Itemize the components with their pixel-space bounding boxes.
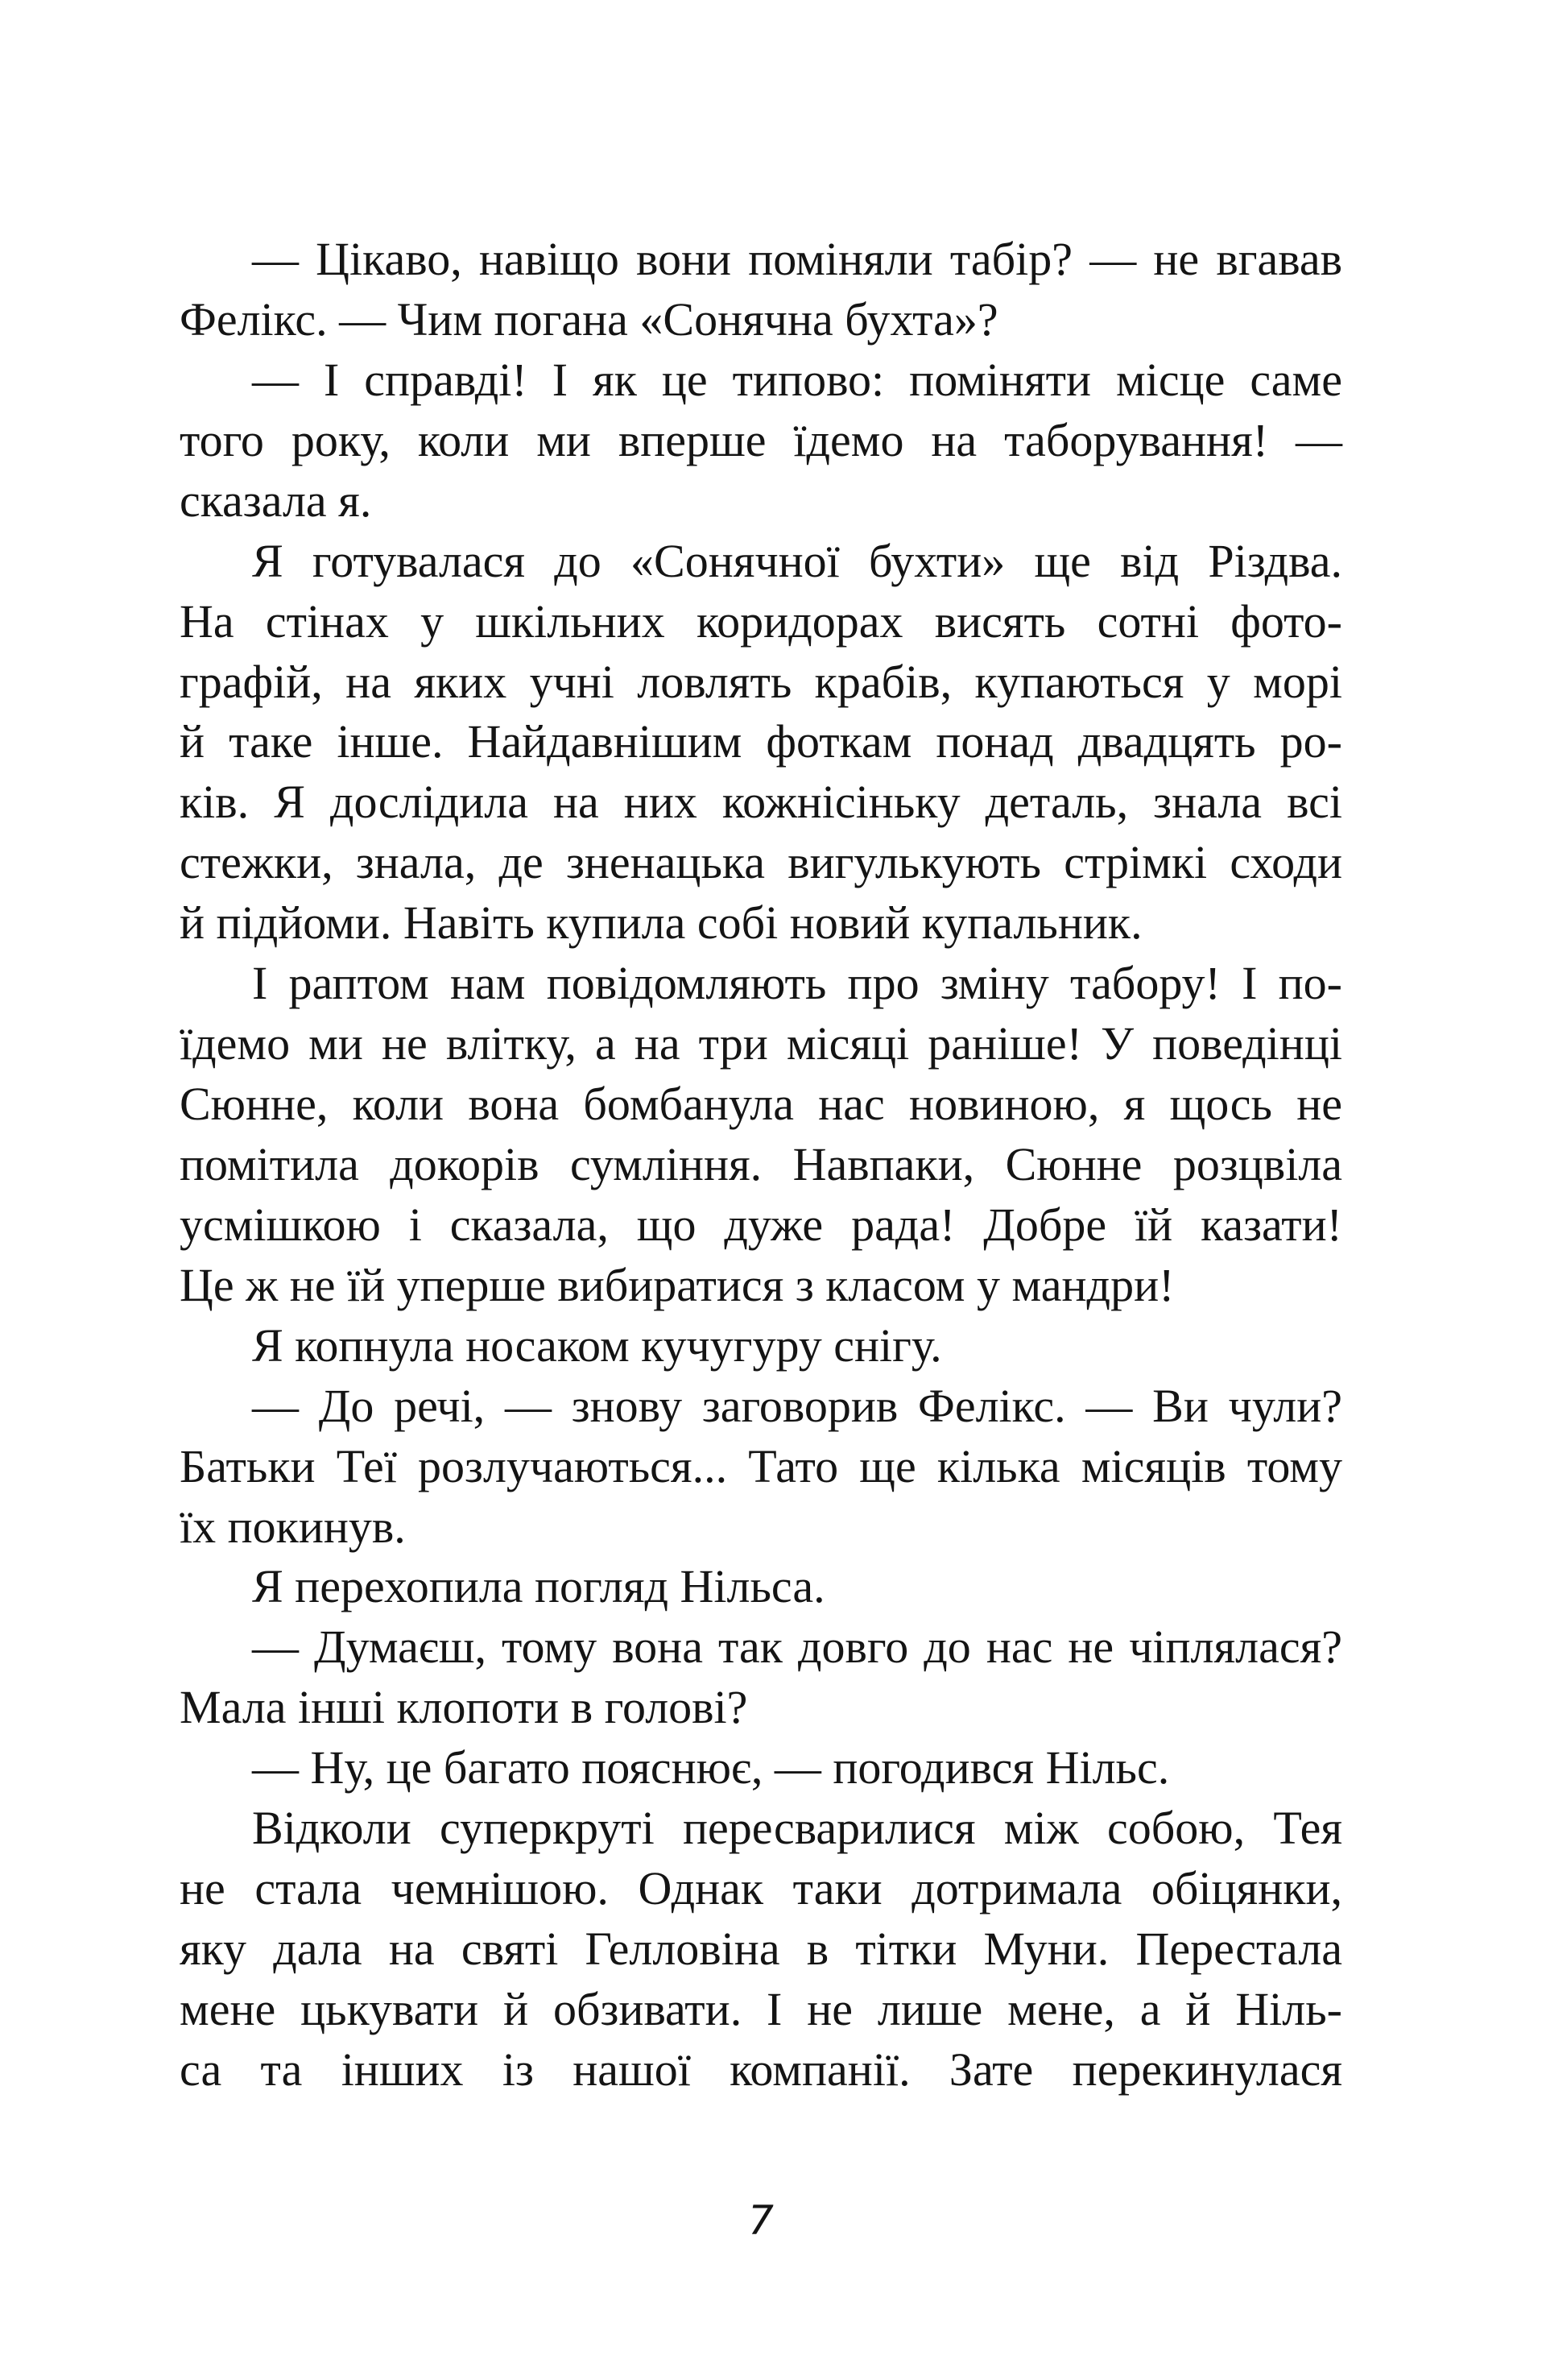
text-line: — Цікаво, навіщо вони поміняли табір? — не вгавав xyxy=(252,233,1342,285)
text-line: усмішкою і сказала, що дуже рада! Добре їй казати! xyxy=(180,1198,1342,1251)
text-line: помітила докорів сумління. Навпаки, Сюнне розцвіла xyxy=(180,1137,1342,1190)
text-line: са та інших із нашої компанії. Зате перекинулася xyxy=(180,2043,1342,2096)
text-line: стежки, знала, де зненацька вигулькують стрімкі сходи xyxy=(180,836,1342,889)
text-line: Фелікс. — Чим погана «Сонячна бухта»? xyxy=(180,292,998,346)
text-line: їх покинув. xyxy=(180,1500,406,1553)
text-line: Це ж не їй уперше вибиратися з класом у мандри! xyxy=(180,1258,1175,1311)
page-number: 7 xyxy=(748,2197,774,2244)
text-line: — Думаєш, тому вона так довго до нас не чіплялася? xyxy=(252,1620,1342,1674)
text-line: — Ну, це багато пояснює, — погодився Нільс. xyxy=(252,1741,1170,1794)
text-line: Я копнула носаком кучугуру снігу. xyxy=(252,1318,942,1372)
text-line: й таке інше. Найдавнішим фоткам понад двадцять ро- xyxy=(180,715,1342,768)
text-line: — До речі, — знову заговорив Фелікс. — Ви чули? xyxy=(252,1379,1342,1432)
text-line: графій, на яких учні ловлять крабів, купаються у морі xyxy=(180,655,1342,708)
text-line: їдемо ми не влітку, а на три місяці раніше! У поведінці xyxy=(180,1017,1342,1070)
text-line: Мала інші клопоти в голові? xyxy=(180,1681,748,1734)
text-line: мене цькувати й обзивати. І не лише мене, а й Ніль- xyxy=(180,1982,1342,2035)
text-line: сказала я. xyxy=(180,474,372,527)
text-line: Батьки Теї розлучаються... Тато ще кілька місяців тому xyxy=(180,1439,1342,1492)
text-line: Я готувалася до «Сонячної бухти» ще від Різдва. xyxy=(252,534,1342,587)
text-line: — І справді! І як це типово: поміняти місце саме xyxy=(252,353,1342,406)
text-line: Сюнне, коли вона бомбанула нас новиною, я щось не xyxy=(180,1078,1342,1131)
text-line: Я перехопила погляд Нільса. xyxy=(252,1560,825,1613)
text-line: яку дала на святі Гелловіна в тітки Муни. Перестала xyxy=(180,1923,1342,1976)
text-line: І раптом нам повідомляють про зміну табору! І по- xyxy=(252,957,1342,1010)
text-line: не стала чемнішою. Однак таки дотримала обіцянки, xyxy=(180,1862,1342,1915)
text-line: ків. Я дослідила на них кожнісіньку деталь, знала всі xyxy=(180,776,1342,829)
text-line: На стінах у шкільних коридорах висять сотні фото- xyxy=(180,594,1342,648)
text-line: Відколи суперкруті пересварилися між собою, Тея xyxy=(252,1802,1342,1855)
text-line: того року, коли ми вперше їдемо на таборування! — xyxy=(180,413,1342,466)
text-line: й підйоми. Навіть купила собі новий купальник. xyxy=(180,896,1143,950)
